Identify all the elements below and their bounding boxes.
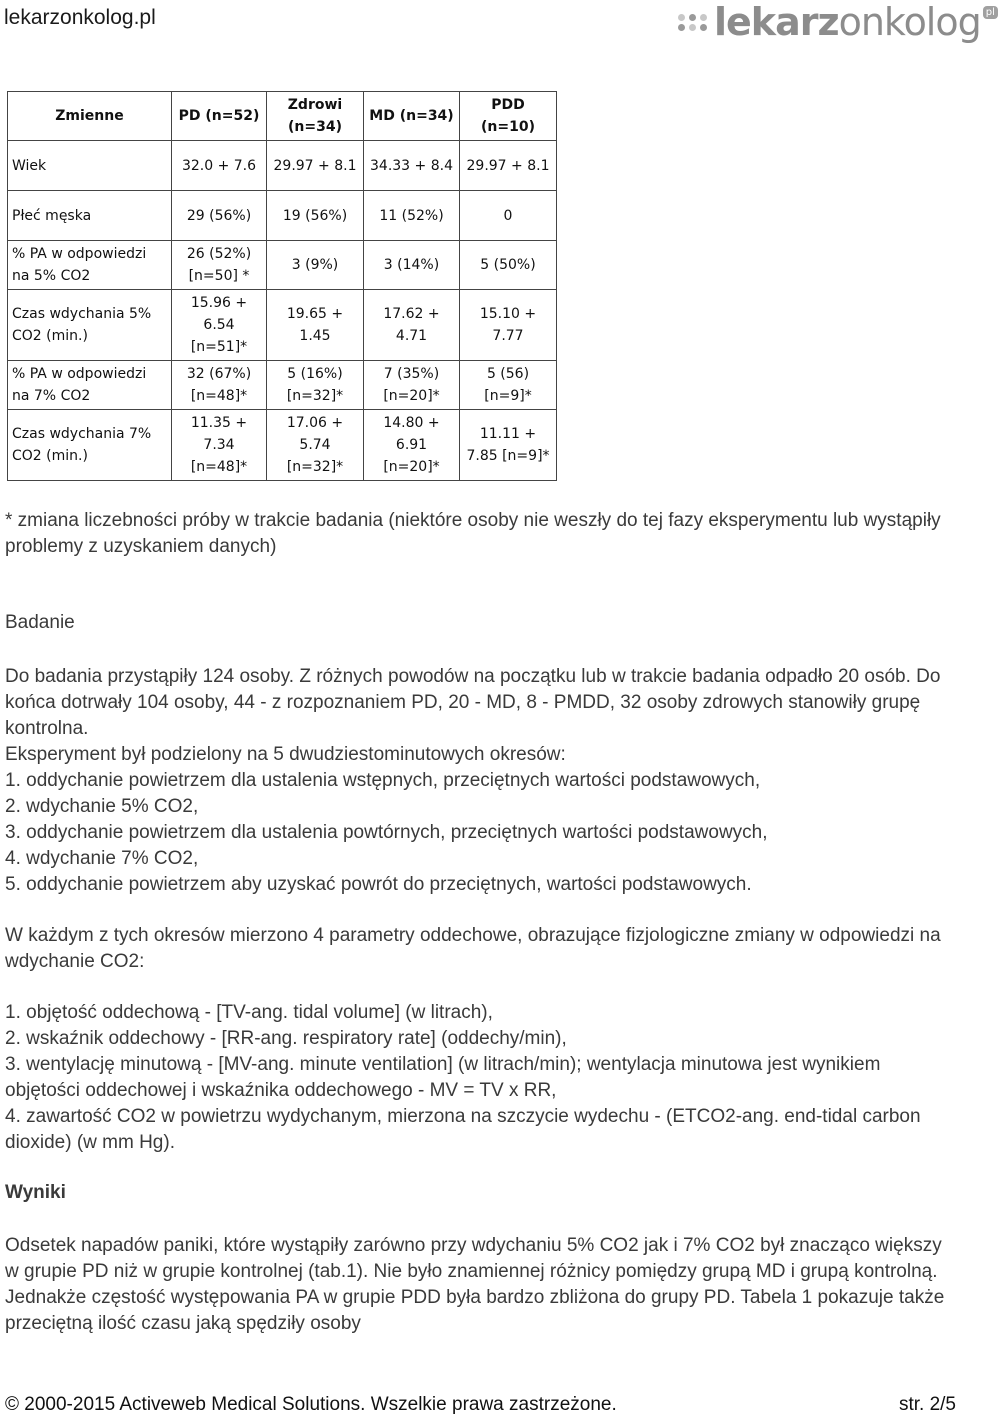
table-footnote: * zmiana liczebności próby w trakcie badania (niektóre osoby nie weszły do tej fazy eksperymentu lub wystąpiły problemy z uzyskaniem danych)	[5, 510, 941, 557]
table-cell: 3 (9%)	[267, 241, 364, 290]
table-header-cell: Zmienne	[8, 92, 172, 141]
logo-dots-icon	[678, 14, 708, 31]
wyniki-paragraph: Odsetek napadów paniki, które wystąpiły zarówno przy wdychaniu 5% CO2 jak i 7% CO2 był znacząco większy w grupie PD niż w grupie kontrolnej (tab.1). Nie było znamiennej różnicy pomiędzy grupą MD i grupą kontrolną. Jednakże częstość występowania PA w grupie PDD była bardzo zbliżona do grupy PD. Tabela 1 pokazuje także przeciętną ilość czasu jaką spędziły osoby	[5, 1235, 945, 1334]
table-cell: 5 (16%) [n=32]*	[267, 361, 364, 410]
logo-text-bold: lekarz	[714, 0, 839, 44]
table-cell-label: Czas wdychania 7% CO2 (min.)	[8, 410, 172, 481]
table-row	[8, 141, 557, 191]
logo-text-light: onkolog	[838, 0, 981, 44]
site-name: lekarzonkolog.pl	[4, 6, 156, 29]
table-row	[8, 290, 557, 361]
table-cell: 29.97 + 8.1	[460, 141, 557, 191]
paragraph: Eksperyment był podzielony na 5 dwudziestominutowych okresów:	[5, 744, 566, 765]
table-cell-label: Czas wdychania 5% CO2 (min.)	[8, 290, 172, 361]
table-cell: 15.96 + 6.54 [n=51]*	[172, 290, 267, 361]
table-cell: 17.62 + 4.71	[364, 290, 460, 361]
table-cell: 11.35 + 7.34 [n=48]*	[172, 410, 267, 481]
list-item: 2. wdychanie 5% CO2,	[5, 796, 199, 817]
table-row	[8, 241, 557, 290]
table-row	[8, 410, 557, 481]
list-item: 4. wdychanie 7% CO2,	[5, 848, 199, 869]
table-cell: 29.97 + 8.1	[267, 141, 364, 191]
table-cell: 5 (50%)	[460, 241, 557, 290]
table-cell: 17.06 + 5.74 [n=32]*	[267, 410, 364, 481]
table-cell: 19.65 + 1.45	[267, 290, 364, 361]
table-row	[8, 191, 557, 241]
table-cell: 14.80 + 6.91 [n=20]*	[364, 410, 460, 481]
table-cell: 7 (35%) [n=20]*	[364, 361, 460, 410]
list-item: 1. objętość oddechową - [TV-ang. tidal volume] (w litrach),	[5, 1002, 493, 1023]
list-item: 3. oddychanie powietrzem dla ustalenia powtórnych, przeciętnych wartości podstawowych,	[5, 822, 768, 843]
table-row	[8, 361, 557, 410]
table-cell: 3 (14%)	[364, 241, 460, 290]
logo-text	[714, 2, 981, 42]
paragraph: Do badania przystąpiły 124 osoby. Z różnych powodów na początku lub w trakcie badania odpadło 20 osób. Do końca dotrwały 104 osoby, 44 - z rozpoznaniem PD, 20 - MD, 8 - PMDD, 32 osoby zdrowych stanowiły grupę kontrolna.	[5, 666, 941, 739]
table-cell: 34.33 + 8.4	[364, 141, 460, 191]
footer-copyright: © 2000-2015 Activeweb Medical Solutions. Wszelkie prawa zastrzeżone.	[5, 1394, 617, 1415]
table-cell: 26 (52%) [n=50] *	[172, 241, 267, 290]
table-cell: 11.11 + 7.85 [n=9]*	[460, 410, 557, 481]
table-header-cell: PD (n=52)	[172, 92, 267, 141]
table-cell-label: % PA w odpowiedzi na 7% CO2	[8, 361, 172, 410]
table-header-cell: MD (n=34)	[364, 92, 460, 141]
parameters-intro: W każdym z tych okresów mierzono 4 parametry oddechowe, obrazujące fizjologiczne zmiany w odpowiedzi na wdychanie CO2:	[5, 925, 941, 972]
list-item: 2. wskaźnik oddechowy - [RR-ang. respiratory rate] (oddechy/min),	[5, 1028, 567, 1049]
badanie-section	[5, 664, 955, 898]
table-cell: 32.0 + 7.6	[172, 141, 267, 191]
table-cell-label: % PA w odpowiedzi na 5% CO2	[8, 241, 172, 290]
heading-wyniki: Wyniki	[5, 1182, 66, 1203]
list-item: 4. zawartość CO2 w powietrzu wydychanym, mierzona na szczycie wydechu - (ETCO2-ang. end-tidal carbon dioxide) (w mm Hg).	[5, 1106, 921, 1153]
list-item: 5. oddychanie powietrzem aby uzyskać powrót do przeciętnych, wartości podstawowych.	[5, 874, 752, 895]
table-header-cell: PDD (n=10)	[460, 92, 557, 141]
table-cell: 32 (67%) [n=48]*	[172, 361, 267, 410]
table-cell: 19 (56%)	[267, 191, 364, 241]
table-cell: 0	[460, 191, 557, 241]
parameters-list	[5, 1000, 955, 1156]
table-header-cell: Zdrowi (n=34)	[267, 92, 364, 141]
table-cell: 11 (52%)	[364, 191, 460, 241]
site-logo	[678, 0, 995, 44]
table-cell: 29 (56%)	[172, 191, 267, 241]
list-item: 1. oddychanie powietrzem dla ustalenia wstępnych, przeciętnych wartości podstawowych,	[5, 770, 761, 791]
logo-badge: pl	[983, 6, 998, 19]
table-cell: 5 (56) [n=9]*	[460, 361, 557, 410]
table-cell-label: Wiek	[8, 141, 172, 191]
footer-page-number: str. 2/5	[898, 1394, 956, 1415]
table-header-row	[8, 92, 557, 141]
table-cell: 15.10 + 7.77	[460, 290, 557, 361]
results-table	[7, 91, 557, 481]
list-item: 3. wentylację minutową - [MV-ang. minute ventilation] (w litrach/min); wentylacja minutowa jest wynikiem objętości oddechowej i wskaźnika oddechowego - MV = TV x RR,	[5, 1054, 881, 1101]
heading-badanie: Badanie	[5, 612, 75, 633]
table-cell-label: Płeć męska	[8, 191, 172, 241]
